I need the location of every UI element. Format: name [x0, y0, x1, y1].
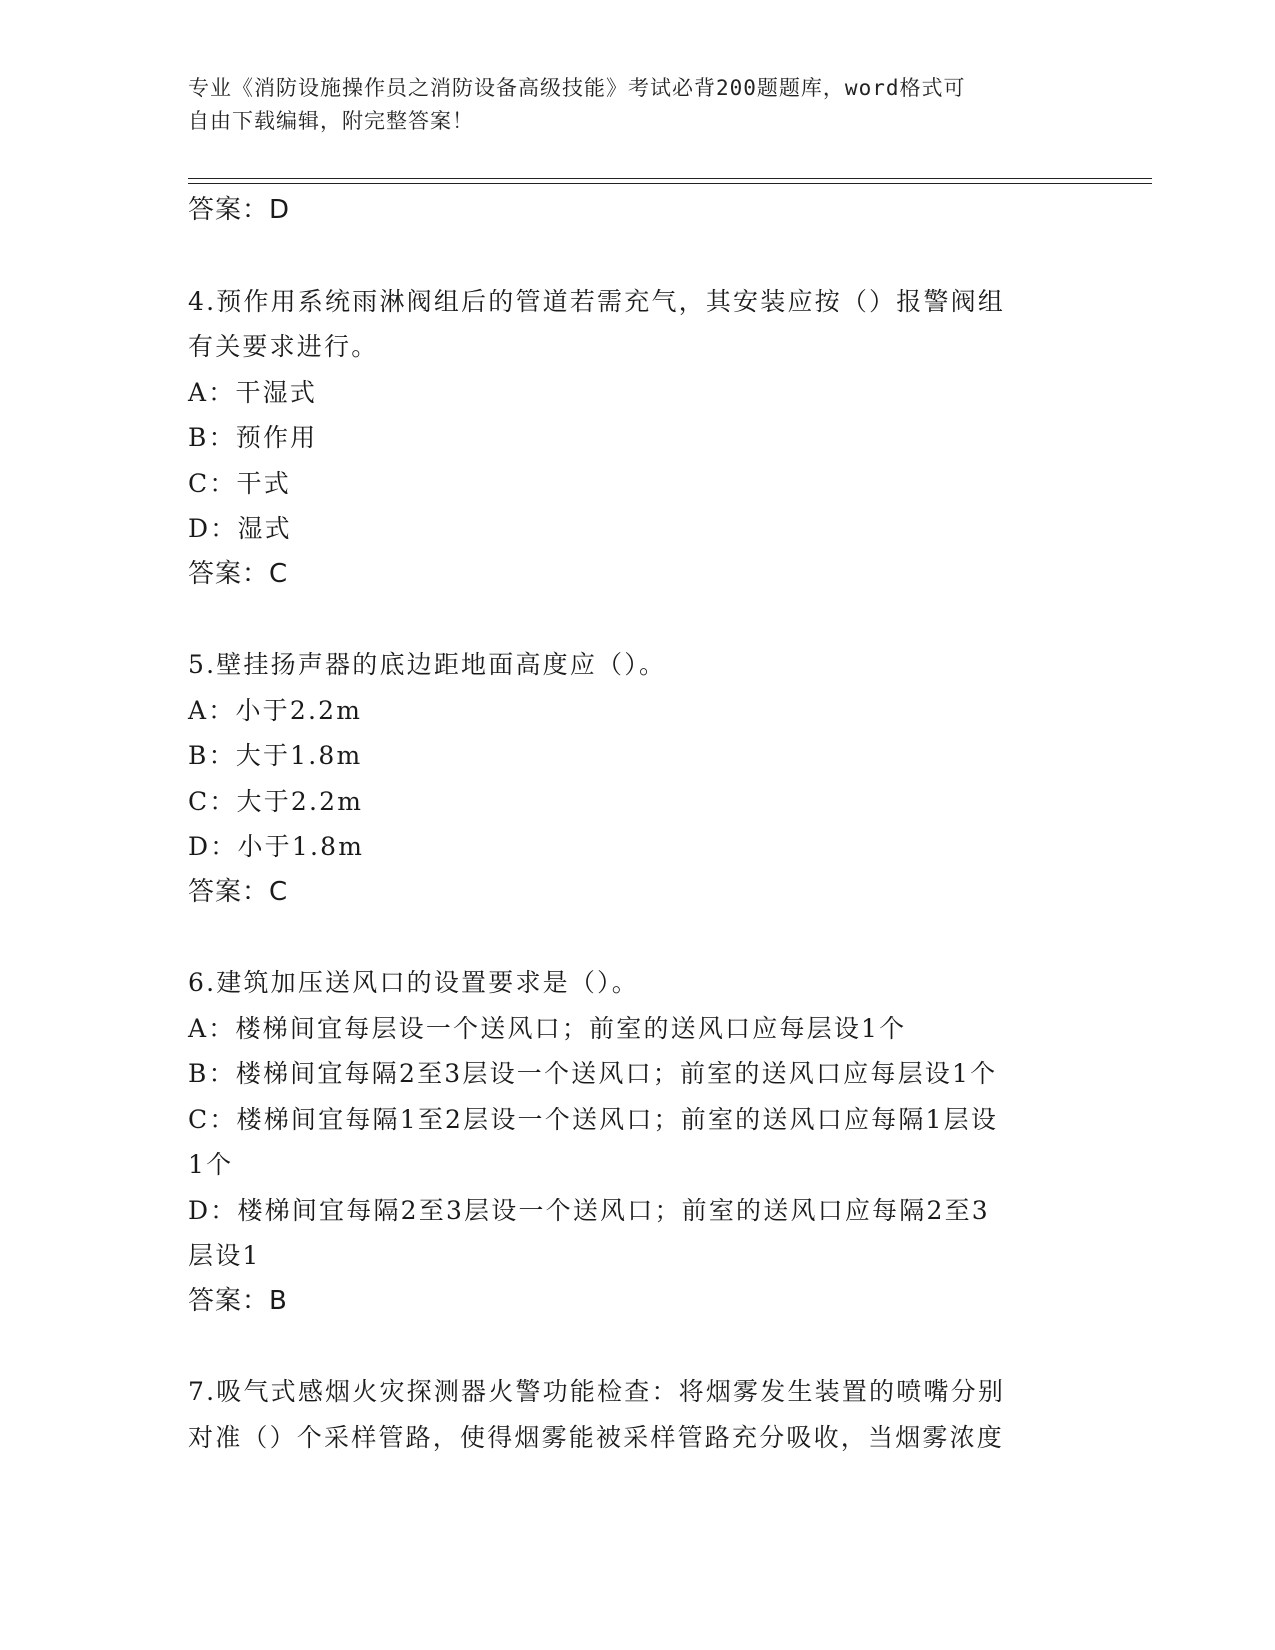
option-c: C：大于2.2m: [188, 786, 364, 816]
answer: 答案：B: [188, 1285, 288, 1316]
option-c: C：干式: [188, 468, 291, 498]
header-line-1: 专业《消防设施操作员之消防设备高级技能》考试必背200题题库，word格式可: [188, 76, 966, 100]
document-header: [188, 72, 1088, 138]
previous-answer: 答案：D: [188, 195, 291, 225]
option-a: A：楼梯间宜每层设一个送风口；前室的送风口应每层设1个: [188, 1013, 907, 1043]
answer: 答案：C: [188, 558, 289, 589]
option-c-continued: 1个: [188, 1150, 234, 1179]
question-5: [188, 642, 1088, 915]
question-text: 对准（）个采样管路，使得烟雾能被采样管路充分吸收，当烟雾浓度: [188, 1422, 1005, 1452]
question-text: 4.预作用系统雨淋阀组后的管道若需充气，其安装应按（）报警阀组: [188, 286, 1006, 316]
option-a: A：干湿式: [188, 377, 318, 407]
option-d-continued: 层设1: [188, 1241, 261, 1270]
question-list: [188, 188, 1088, 1460]
header-line-2: 自由下载编辑，附完整答案！: [188, 109, 474, 133]
option-d: D：湿式: [188, 514, 292, 543]
option-c: C：楼梯间宜每隔1至2层设一个送风口；前室的送风口应每隔1层设: [188, 1104, 999, 1134]
option-b: B：预作用: [188, 423, 318, 452]
option-d: D：楼梯间宜每隔2至3层设一个送风口；前室的送风口应每隔2至3: [188, 1195, 990, 1225]
option-b: B：大于1.8m: [188, 741, 363, 770]
question-7: [188, 1369, 1088, 1460]
question-6: [188, 960, 1088, 1324]
option-d: D：小于1.8m: [188, 832, 365, 861]
question-4: [188, 279, 1088, 598]
option-b: B：楼梯间宜每隔2至3层设一个送风口；前室的送风口应每层设1个: [188, 1059, 998, 1088]
header-divider-top: [188, 178, 1152, 179]
question-text: 有关要求进行。: [188, 332, 379, 361]
option-a: A：小于2.2m: [188, 695, 363, 725]
header-divider-bottom: [188, 183, 1152, 184]
answer: 答案：C: [188, 876, 289, 907]
question-text: 7.吸气式感烟火灾探测器火警功能检查：将烟雾发生装置的喷嘴分别: [188, 1377, 1006, 1406]
question-text: 5.壁挂扬声器的底边距地面高度应（）。: [188, 650, 667, 679]
question-text: 6.建筑加压送风口的设置要求是（）。: [188, 968, 639, 997]
